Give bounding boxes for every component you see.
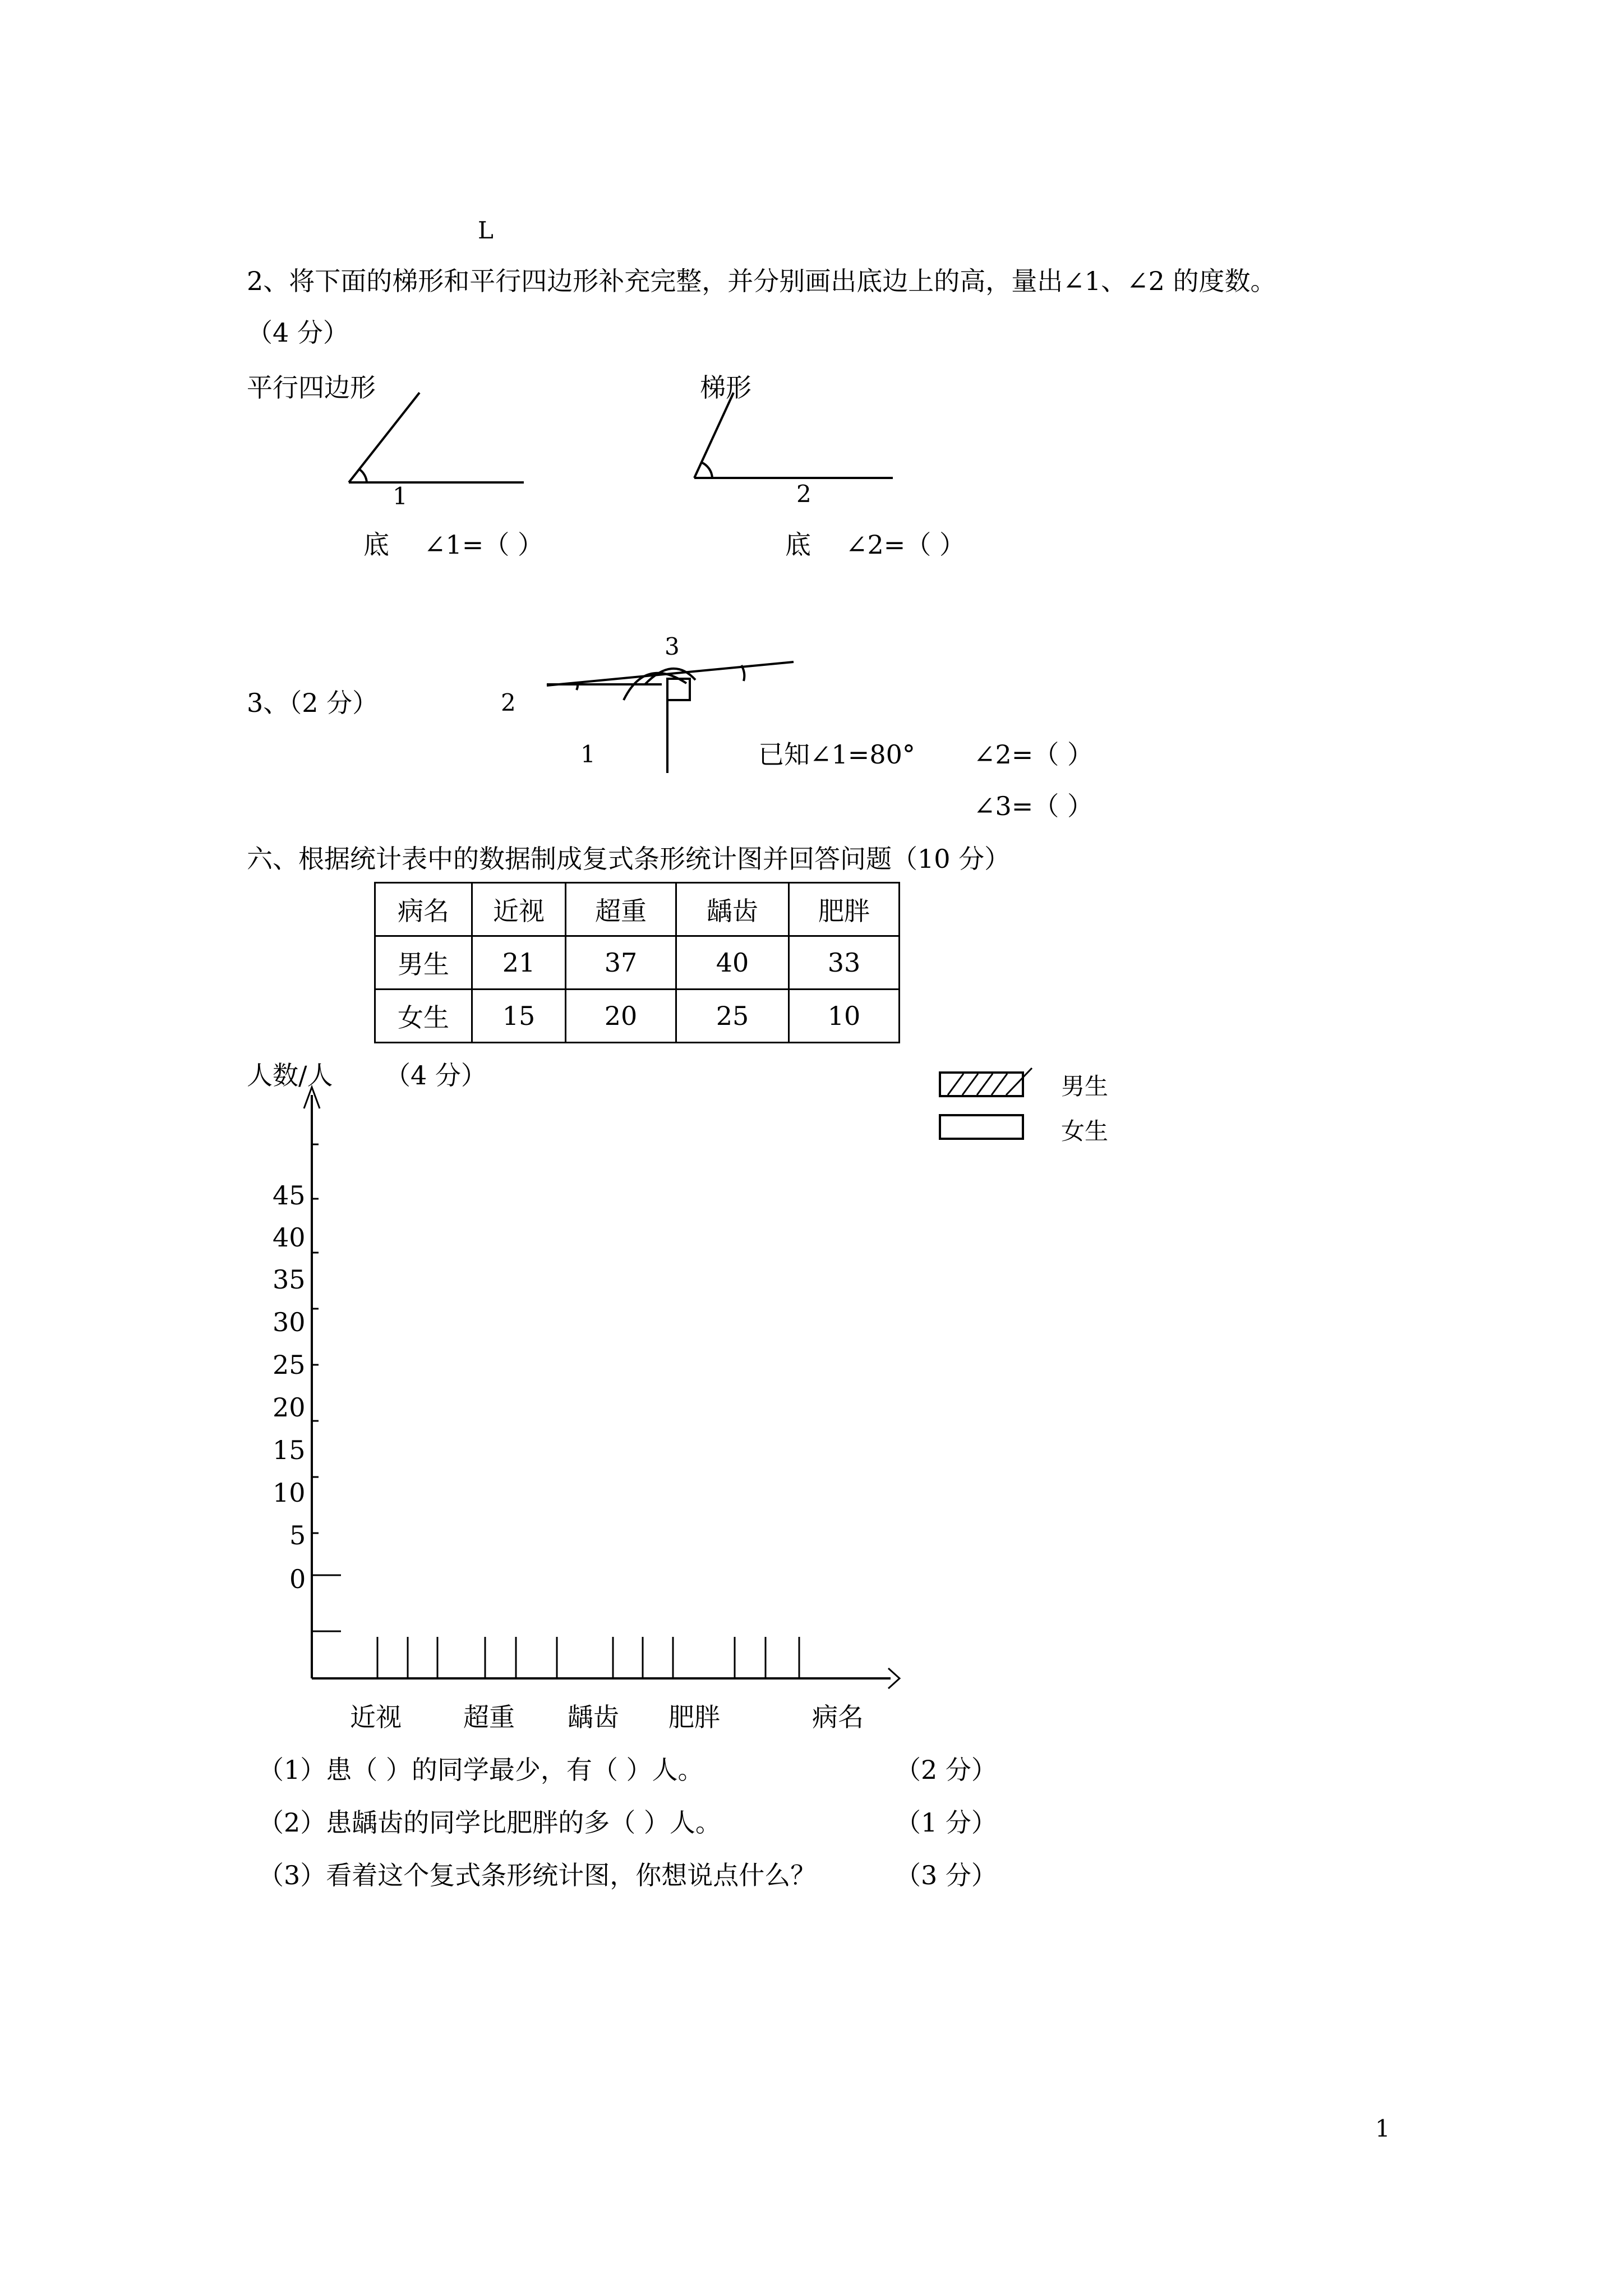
- q3-angle-2-number: 2: [501, 689, 516, 716]
- angle-1-number: 1: [393, 482, 408, 510]
- angle-2-arc: [701, 462, 712, 478]
- y-tick-label: 10: [273, 1478, 306, 1508]
- q3-label: 3、（2 分）: [247, 688, 379, 718]
- q3-angle-1-number: 1: [580, 740, 596, 768]
- legend-male-swatch: [940, 1068, 1032, 1096]
- trapezoid-side: [694, 393, 734, 478]
- table-cell: 10: [789, 990, 900, 1043]
- legend-female-swatch: [940, 1115, 1023, 1139]
- y-tick-label: 45: [273, 1180, 306, 1211]
- x-axis-label: 病名: [812, 1702, 864, 1732]
- table-cell: 33: [789, 936, 900, 990]
- q3-given: 已知∠1=80°: [758, 739, 915, 770]
- legend-male-label: 男生: [1061, 1073, 1109, 1100]
- chart-score: （4 分）: [385, 1060, 487, 1091]
- q3-answer-3: ∠3=（ ）: [974, 791, 1093, 821]
- table-cell: 15: [472, 990, 566, 1043]
- x-category-label: 超重: [463, 1702, 515, 1732]
- table-cell: 男生: [375, 936, 472, 990]
- y-tick-label: 15: [273, 1435, 306, 1465]
- table-row: [375, 990, 900, 1043]
- table-header-row: [375, 883, 900, 936]
- trapezoid-label: 梯形: [700, 372, 751, 403]
- q3-angle-3-number: 3: [665, 633, 680, 660]
- y-tick-marks: [312, 1144, 341, 1631]
- x-category-label: 近视: [350, 1702, 402, 1732]
- q3-slant-line: [547, 662, 794, 685]
- angle-1-arc: [359, 469, 367, 482]
- table-row: [375, 936, 900, 990]
- question-2: （2）患龋齿的同学比肥胖的多（ ）人。: [258, 1807, 721, 1838]
- table-cell: 21: [472, 936, 566, 990]
- table-cell: 肥胖: [789, 883, 900, 936]
- x-category-label: 肥胖: [668, 1702, 720, 1732]
- y-tick-label: 30: [273, 1307, 306, 1337]
- table-cell: 女生: [375, 990, 472, 1043]
- x-category-label: 龋齿: [568, 1702, 619, 1732]
- table-cell: 病名: [375, 883, 472, 936]
- parallelogram-label: 平行四边形: [247, 372, 376, 403]
- angle-1-answer: ∠1=（ ）: [424, 530, 543, 560]
- base-label-2: 底: [785, 530, 811, 560]
- table-cell: 20: [566, 990, 676, 1043]
- statistics-table: [374, 882, 900, 1043]
- question-2-score: （1 分）: [895, 1807, 997, 1838]
- base-label-1: 底: [363, 530, 389, 560]
- legend-female-label: 女生: [1061, 1117, 1109, 1145]
- question-3-score: （3 分）: [895, 1860, 997, 1890]
- y-tick-label: 25: [273, 1350, 306, 1380]
- y-axis-label: 人数/人: [247, 1060, 333, 1091]
- question-1-score: （2 分）: [895, 1755, 997, 1785]
- table-cell: 超重: [566, 883, 676, 936]
- q2-prompt: 2、将下面的梯形和平行四边形补充完整，并分别画出底边上的高，量出∠1、∠2 的度数。: [247, 266, 1276, 296]
- y-tick-label: 20: [273, 1392, 306, 1423]
- y-tick-label: 0: [289, 1564, 306, 1594]
- table-cell: 近视: [472, 883, 566, 936]
- y-tick-label: 5: [289, 1520, 306, 1550]
- table-cell: 40: [676, 936, 789, 990]
- x-category-slots: [377, 1637, 799, 1678]
- table-cell: 龋齿: [676, 883, 789, 936]
- stray-mark: L: [478, 217, 494, 244]
- y-tick-label: 35: [273, 1264, 306, 1295]
- question-1: （1）患（ ）的同学最少，有（ ）人。: [258, 1755, 704, 1785]
- page-number: 1: [1375, 2115, 1390, 2142]
- q3-answer-2: ∠2=（ ）: [974, 739, 1093, 770]
- angle-arc-left: [577, 682, 578, 690]
- table-cell: 37: [566, 936, 676, 990]
- y-tick-label: 40: [273, 1222, 306, 1253]
- question-3: （3）看着这个复式条形统计图，你想说点什么？: [258, 1860, 817, 1890]
- q2-score: （4 分）: [247, 318, 349, 348]
- angle-2-answer: ∠2=（ ）: [846, 530, 965, 560]
- angle-2-number: 2: [796, 480, 811, 508]
- section-6-title: 六、根据统计表中的数据制成复式条形统计图并回答问题（10 分）: [247, 844, 1011, 874]
- table-cell: 25: [676, 990, 789, 1043]
